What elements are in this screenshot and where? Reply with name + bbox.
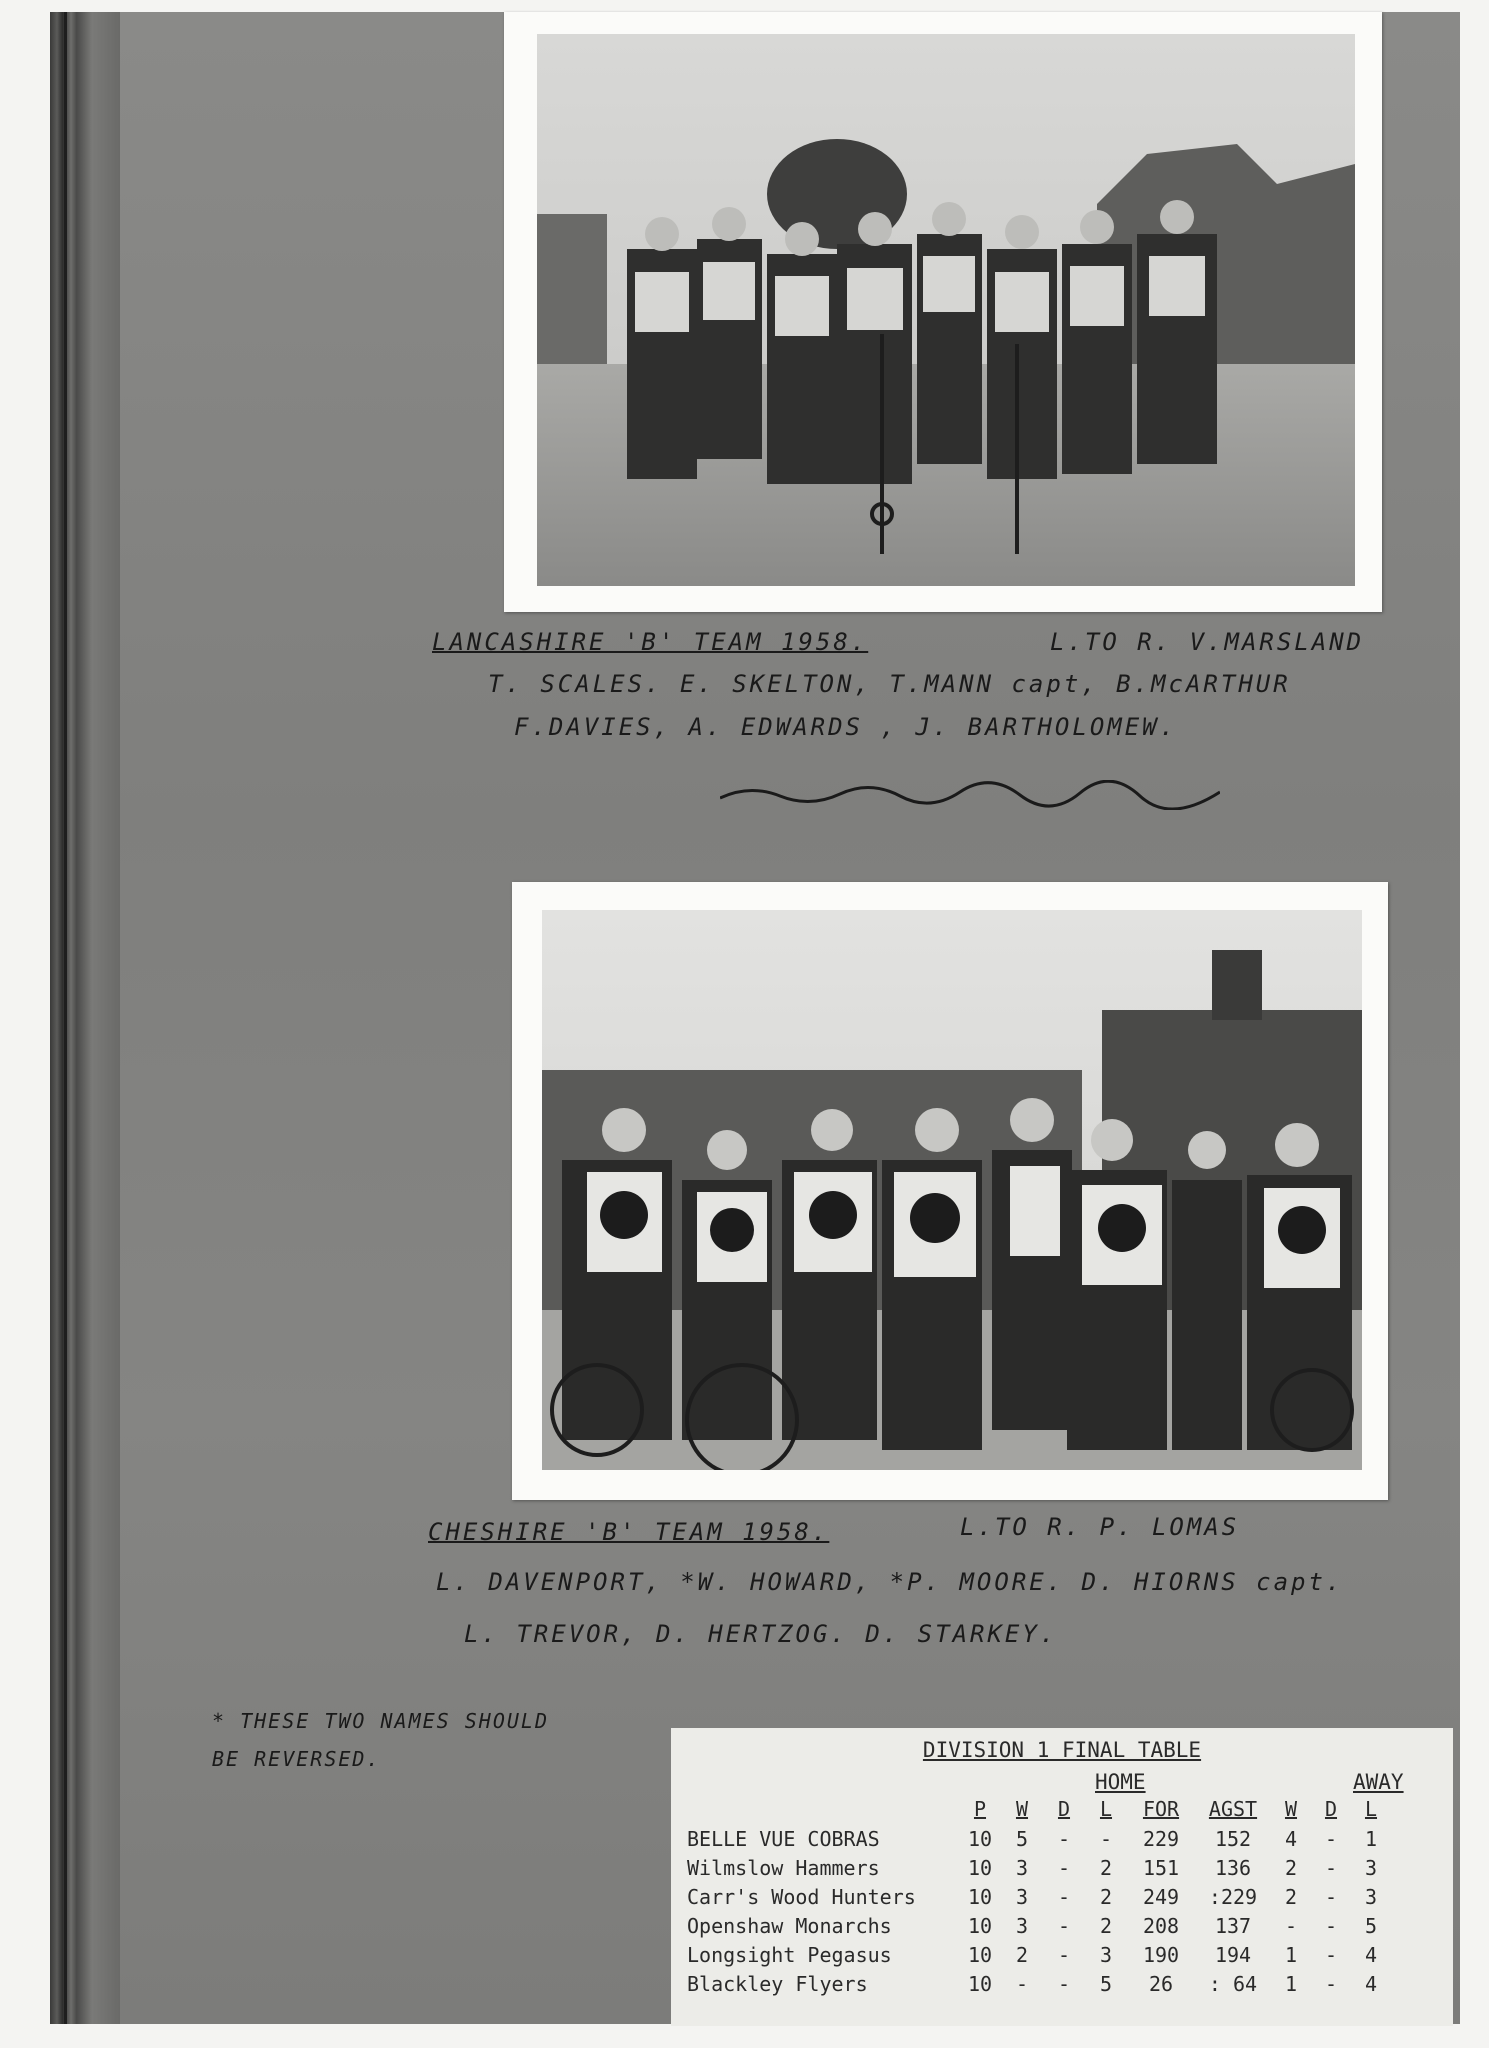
table-row (687, 1824, 1391, 1853)
table-cell-for: 249 (1142, 1884, 1180, 1909)
table-cell-agst: 136 (1214, 1855, 1252, 1880)
header-against: AGST (1208, 1797, 1258, 1821)
table-cell-aw: 2 (1284, 1855, 1298, 1880)
table-cell-d: - (1057, 1884, 1071, 1909)
reversal-note (212, 1702, 549, 1778)
cheshire-team-photo (512, 882, 1388, 1500)
lancashire-caption-line3: F.DAVIES, A. EDWARDS , J. BARTHOLOMEW. (514, 713, 1178, 741)
table-cell-for: 208 (1142, 1913, 1180, 1938)
cheshire-caption-line3: L. TREVOR, D. HERTZOG. D. STARKEY. (464, 1620, 1058, 1648)
table-cell-l: 2 (1099, 1913, 1113, 1938)
table-cell-for: 190 (1142, 1942, 1180, 1967)
note-line1: * THESE TWO NAMES SHOULD (212, 1709, 549, 1733)
header-for: FOR (1142, 1797, 1180, 1821)
table-cell-p: 10 (967, 1855, 993, 1880)
league-table (687, 1794, 1391, 1998)
table-cell-team: Blackley Flyers (687, 1971, 868, 1996)
lancashire-photo-image (537, 34, 1355, 586)
table-cell-al: 5 (1364, 1913, 1378, 1938)
header-played: P (973, 1797, 987, 1821)
note-line2: BE REVERSED. (212, 1747, 381, 1771)
table-cell-agst: 194 (1214, 1942, 1252, 1967)
album-binding (50, 12, 120, 2024)
table-cell-ad: - (1324, 1913, 1338, 1938)
cheshire-caption-line2: L. DAVENPORT, *W. HOWARD, *P. MOORE. D. HIORNS capt. (436, 1568, 1344, 1596)
table-cell-aw: - (1284, 1913, 1298, 1938)
table-cell-aw: 4 (1284, 1826, 1298, 1851)
table-cell-p: 10 (967, 1942, 993, 1967)
table-cell-l: - (1099, 1826, 1113, 1851)
table-cell-w: 2 (1015, 1942, 1029, 1967)
table-row (687, 1853, 1391, 1882)
table-cell-w: 3 (1015, 1855, 1029, 1880)
table-cell-l: 5 (1099, 1971, 1113, 1996)
table-cell-d: - (1057, 1942, 1071, 1967)
header-team (687, 1794, 959, 1824)
table-cell-p: 10 (967, 1913, 993, 1938)
table-cell-w: 3 (1015, 1884, 1029, 1909)
table-cell-al: 4 (1364, 1971, 1378, 1996)
table-cell-l: 3 (1099, 1942, 1113, 1967)
table-cell-p: 10 (967, 1884, 993, 1909)
table-cell-aw: 1 (1284, 1942, 1298, 1967)
table-cell-team: Longsight Pegasus (687, 1942, 892, 1967)
cheshire-caption-title: CHESHIRE 'B' TEAM 1958. (428, 1518, 830, 1546)
table-row (687, 1911, 1391, 1940)
header-home-lost: L (1099, 1797, 1113, 1821)
table-cell-d: - (1057, 1855, 1071, 1880)
table-cell-p: 10 (967, 1971, 993, 1996)
table-cell-p: 10 (967, 1826, 993, 1851)
table-cell-l: 2 (1099, 1855, 1113, 1880)
table-row (687, 1882, 1391, 1911)
table-body (687, 1824, 1391, 1998)
table-cell-for: 151 (1142, 1855, 1180, 1880)
table-cell-agst: 152 (1214, 1826, 1252, 1851)
lancashire-caption-line2: T. SCALES. E. SKELTON, T.MANN capt, B.McARTHUR (488, 670, 1291, 698)
table-cell-al: 4 (1364, 1942, 1378, 1967)
header-home-won: W (1015, 1797, 1029, 1821)
table-title: DIVISION 1 FINAL TABLE (922, 1738, 1202, 1762)
table-cell-agst: 137 (1214, 1913, 1252, 1938)
table-cell-w: - (1015, 1971, 1029, 1996)
lancashire-caption-line1: L.TO R. V.MARSLAND (1050, 628, 1365, 656)
cheshire-photo-image (542, 910, 1362, 1470)
header-home-drawn: D (1057, 1797, 1071, 1821)
division-table-clipping (671, 1728, 1453, 2026)
table-cell-al: 1 (1364, 1826, 1378, 1851)
table-cell-aw: 2 (1284, 1884, 1298, 1909)
table-cell-w: 3 (1015, 1913, 1029, 1938)
table-cell-ad: - (1324, 1971, 1338, 1996)
table-header-row (687, 1794, 1391, 1824)
table-cell-d: - (1057, 1971, 1071, 1996)
table-cell-al: 3 (1364, 1855, 1378, 1880)
cheshire-caption-line1: L.TO R. P. LOMAS (960, 1513, 1240, 1541)
home-group-label: HOME (1095, 1770, 1146, 1794)
table-cell-team: Openshaw Monarchs (687, 1913, 892, 1938)
table-cell-team: BELLE VUE COBRAS (687, 1826, 880, 1851)
table-cell-l: 2 (1099, 1884, 1113, 1909)
table-cell-for: 26 (1148, 1971, 1174, 1996)
table-cell-team: Carr's Wood Hunters (687, 1884, 916, 1909)
table-cell-agst: :229 (1208, 1884, 1258, 1909)
decorative-squiggle-icon (720, 780, 1220, 810)
table-cell-ad: - (1324, 1942, 1338, 1967)
away-group-label: AWAY (1353, 1770, 1404, 1794)
table-cell-w: 5 (1015, 1826, 1029, 1851)
table-cell-ad: - (1324, 1855, 1338, 1880)
table-cell-d: - (1057, 1913, 1071, 1938)
lancashire-team-photo (504, 12, 1382, 612)
table-row (687, 1940, 1391, 1969)
header-away-won: W (1284, 1797, 1298, 1821)
lancashire-caption-title: LANCASHIRE 'B' TEAM 1958. (432, 628, 869, 656)
table-row (687, 1969, 1391, 1998)
table-cell-ad: - (1324, 1826, 1338, 1851)
header-away-lost: L (1364, 1797, 1378, 1821)
table-cell-agst: : 64 (1208, 1971, 1258, 1996)
table-cell-al: 3 (1364, 1884, 1378, 1909)
table-cell-for: 229 (1142, 1826, 1180, 1851)
header-away-drawn: D (1324, 1797, 1338, 1821)
table-cell-team: Wilmslow Hammers (687, 1855, 880, 1880)
table-cell-ad: - (1324, 1884, 1338, 1909)
table-cell-d: - (1057, 1826, 1071, 1851)
table-cell-aw: 1 (1284, 1971, 1298, 1996)
